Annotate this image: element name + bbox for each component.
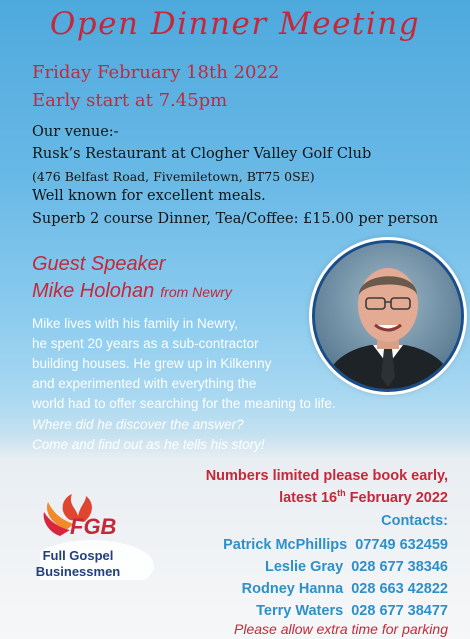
speaker-bio-line: world had to offer searching for the meaning to life. <box>32 396 336 411</box>
contact-item: Terry Waters 028 677 38477 <box>256 603 448 619</box>
contact-item: Rodney Hanna 028 663 42822 <box>241 581 448 597</box>
speaker-invite: Come and find out as he tells his story! <box>32 437 265 452</box>
event-date: Friday February 18th 2022 <box>32 62 280 83</box>
contact-item: Leslie Gray 028 677 38346 <box>264 559 448 575</box>
venue-address: (476 Belfast Road, Fivemiletown, BT75 0SE) <box>32 169 315 184</box>
speaker-origin: from Newry <box>160 284 232 300</box>
speaker-bio-line: he spent 20 years as a sub-contractor <box>32 336 259 351</box>
speaker-bio-line: and experimented with everything the <box>32 376 257 391</box>
booking-deadline: latest 16th February 2022 <box>279 488 448 506</box>
fgb-logo-mark: FGB <box>70 514 117 539</box>
speaker-photo <box>312 240 464 392</box>
parking-notice: Please allow extra time for parking <box>234 621 448 637</box>
speaker-bio-line: building houses. He grew up in Kilkenny <box>32 356 272 371</box>
booking-notice: Numbers limited please book early, <box>205 468 448 484</box>
speaker-name: Mike Holohan <box>32 280 155 302</box>
venue-name: Rusk’s Restaurant at Clogher Valley Golf Club <box>32 146 372 162</box>
fgb-logo-name: Full Gospel Businessmen <box>35 548 121 579</box>
contact-item: Patrick McPhillips 07749 632459 <box>223 537 448 553</box>
speaker-bio-line: Mike lives with his family in Newry, <box>32 316 239 331</box>
venue-heading: Our venue:- <box>32 124 119 140</box>
guest-speaker-heading: Guest Speaker <box>32 253 166 275</box>
contacts-heading: Contacts: <box>381 513 448 529</box>
guest-speaker-line <box>32 280 232 303</box>
speaker-question: Where did he discover the answer? <box>32 417 244 432</box>
venue-note: Well known for excellent meals. <box>32 188 266 204</box>
venue-price: Superb 2 course Dinner, Tea/Coffee: £15.00 per person <box>32 211 439 227</box>
event-title: Open Dinner Meeting <box>49 6 421 42</box>
event-start-time: Early start at 7.45pm <box>32 90 228 111</box>
